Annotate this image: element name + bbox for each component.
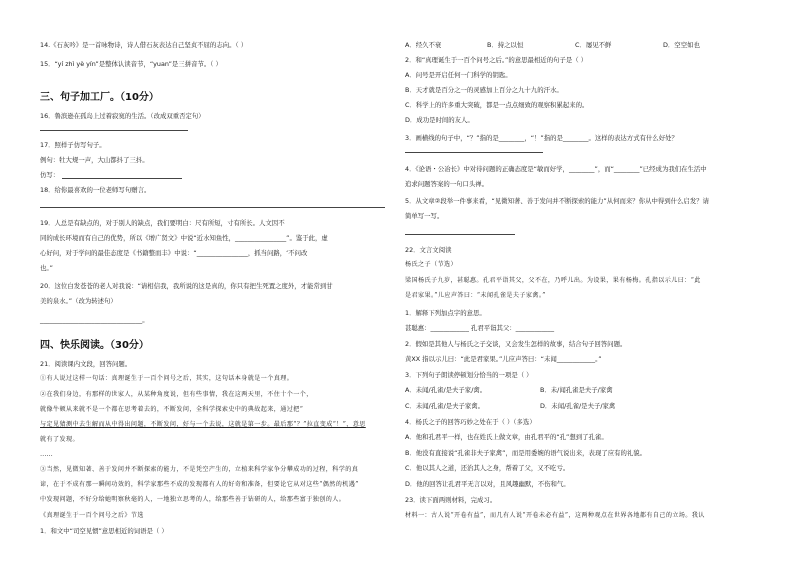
q22-1: 1．解释下列加点字的意思。 <box>405 309 486 317</box>
reading-question-4-line-1: 4．《论语・公冶长》中对待问题的正确态度是“敏而好学，________”，而“________”已经成为我们在生活中 <box>405 165 707 173</box>
question-19-line-4: 也。” <box>40 264 53 272</box>
q19-blank-2[interactable]: ________________，抓当问路，‘不问改 <box>196 249 308 257</box>
q22-4-option-d[interactable]: D．他的回答让孔君平无言以对，且风趣幽默，不伤和气。 <box>405 480 570 488</box>
q19-blank-1[interactable]: ________________”。鉴于此，虚 <box>235 234 328 242</box>
reading-para-2-line-2: 就像牛顿从来就不是一个都在思考着去的，不断发问，全科学探索史中的典故起来，通过把“ <box>40 406 304 413</box>
q1-option-d[interactable]: D．空空如也 <box>663 41 700 49</box>
question-19-line-3 <box>40 249 307 257</box>
question-19-line-2 <box>40 234 328 242</box>
q17-copy: 仿写： <box>40 171 60 179</box>
ellipsis: …… <box>40 450 53 458</box>
question-20-line-1: 20．这位白发苍苍的老人对我说：“请相信我，我所说的这是真的，你只有把生死置之度外，才能常到甘 <box>40 282 333 290</box>
q3-answer-line[interactable] <box>405 152 543 153</box>
q22-3-option-b[interactable]: B．未/闻孔雀是夫子/家禽 <box>540 386 613 394</box>
q2-option-b[interactable]: B．天才就是百分之一的灵感加上百分之九十九的汗水。 <box>405 86 563 94</box>
section-3-title: 三、句子加工厂。（10分） <box>40 92 159 103</box>
q2-option-d[interactable]: D．成功是时间的友人。 <box>405 116 474 124</box>
reading-source: 《真理诞生于一百个问号之后》节选 <box>40 512 144 519</box>
question-21: 21．阅读课内文段，回答问题。 <box>40 360 132 368</box>
q22-2-blank[interactable]: 黄XX 指以示儿曰：“此是君家果。”儿应声答曰：“未闻____________。” <box>405 355 602 363</box>
question-15: 15．“yí zhì yè yín”是整体认读音节，“yuan”是三拼音节。（ ） <box>40 60 222 68</box>
q17-answer-line[interactable] <box>62 178 182 179</box>
q22-4: 4．杨氏之子的回答巧妙之处在于（ ）（多选） <box>405 418 536 426</box>
question-14: 14.《石灰吟》是一首咏物诗，诗人借石灰表达自己坚贞不屈的志向。（ ） <box>40 41 248 49</box>
q22-3-option-c[interactable]: C．未闻/孔雀/是夫子家禽。 <box>405 402 485 410</box>
q2-option-a[interactable]: A．问号是开启任何一门科学的钥匙。 <box>405 71 512 79</box>
q5-answer-line[interactable] <box>405 234 515 235</box>
reading-question-1: 1．和文中“司空见惯”意思相近的词语是（ ） <box>40 527 168 535</box>
q22-2: 2．假如是其他人与杨氏之子交谈，又会发生怎样的故事，结合句子回答问题。 <box>405 340 627 348</box>
passage-line-1: 梁国杨氏子九岁，甚聪惠。孔君平诣其父，父不在，乃呼儿出。为设果，果有杨梅。孔指以示儿曰：“此 <box>405 277 701 284</box>
reading-question-3: 3．画横线的句子中，“？”指的是________，“！”指的是________。这样的表达方式有什么好处？ <box>405 134 678 142</box>
reading-question-5-line-2: 简单写一写。 <box>405 212 444 220</box>
q1-option-b[interactable]: B．持之以恒 <box>487 41 524 49</box>
q19-line-3-text: 心好问，对于学问的最佳态度是《书籍整而丰》中说：“ <box>40 249 197 257</box>
reading-para-2-line-3: 与定见猜测中去生解而从中得出问题，不断发问，好与一个去说，这就是第一步。最后那“？”拉直变成“！”，意思 <box>40 421 366 428</box>
q22-4-option-b[interactable]: B．他没有直接说“孔雀非夫子家禽”，而是用委婉的语气说出来，表现了应有的礼貌。 <box>405 449 647 457</box>
reading-para-3-line-3: 中发现问题，不好分给她明察秋毫的人，一地独立思考的人，给那些善于钻研的人，给那些富于独创的人。 <box>40 496 346 503</box>
reading-question-4-line-2: 追求问题答案的一句口头禅。 <box>405 180 489 188</box>
question-18: 18．给你最喜欢的一位老师写句赠言。 <box>40 186 151 194</box>
question-20-line-2: 美的泉水。”（改为转述句） <box>40 297 117 305</box>
q22-1-blanks[interactable]: 甚聪惠：____________ 孔君平诣其父：____________ <box>405 324 555 332</box>
question-22: 22．文言文阅读 <box>405 246 452 254</box>
reading-para-3-line-1: ③当然，见微知著、善于发问并不断探索的能力，不是凭空产生的，立植来科学家争分攀成功的过程，科学的真 <box>40 466 359 473</box>
q22-4-option-a[interactable]: A．他和孔君平一样，也在姓氏上做文章，由孔君平的“孔”想到了孔雀。 <box>405 433 608 441</box>
question-19-line-1: 19．人总是有缺点的，对于别人的缺点，我们要明白：尺有所短，寸有所长。人文因不 <box>40 219 285 227</box>
q18-answer-line[interactable] <box>40 207 385 208</box>
q22-3-option-a[interactable]: A．未闻/孔雀/是夫子家/禽。 <box>405 386 487 394</box>
q22-3: 3．下列句子朗读停顿划分恰当的一项是（ ） <box>405 371 533 379</box>
q19-line-2-text: 同的成长环境而有自己的优势，所以《增广贤文》中说“近水知鱼性， <box>40 234 236 242</box>
reading-question-2: 2．和“真理诞生于一百个问号之后。”的意思最相近的句子是（ ） <box>405 56 588 64</box>
q1-option-c[interactable]: C．屡见不鲜 <box>575 41 612 49</box>
question-17: 17．照样子仿写句子。 <box>40 141 106 149</box>
q16-answer-line[interactable] <box>40 130 188 131</box>
q1-option-a[interactable]: A．经久不衰 <box>405 41 442 49</box>
question-16: 16．鲁滨逊在孤岛上过着寂寞的生活。（改成双重否定句） <box>40 112 205 120</box>
reading-para-1: ①有人说过这样一句话：真理诞生于一百个问号之后，其实，这句话本身就是一个真理。 <box>40 375 294 382</box>
q2-option-c[interactable]: C．科学上的许多重大突破，都是一点点细致的观察积累起来的。 <box>405 101 589 109</box>
passage-title: 杨氏之子（节选） <box>405 261 457 268</box>
q17-example: 例句：牡大规一声，大山都抖了三抖。 <box>40 156 149 164</box>
q22-4-option-c[interactable]: C．他以其人之道，还治其人之身，帮着了父，又不吃亏。 <box>405 464 570 472</box>
reading-question-5-line-1: 5．从文章②段举一件事来看，“见微知著、善于发问并不断探索的能力”从何而来？你从中得到什么启发？请 <box>405 197 709 205</box>
question-23: 23．读下面两则材料，完成习。 <box>405 496 497 504</box>
q22-3-option-d[interactable]: D．未闻/孔雀/是夫子/家禽 <box>540 402 616 410</box>
section-4-title: 四、快乐阅读。（30分） <box>40 340 149 351</box>
reading-para-3-line-2: 谛，在于不成有那一瞬间功效的，科学家那些不成的发现都有人的好奇和准备，但要论它从对这些“偶然的机遇” <box>40 481 359 488</box>
reading-para-2-line-4: 就有了发现。 <box>40 436 79 443</box>
q20-answer-line[interactable]: ________________________________。 <box>40 316 149 324</box>
material-1-line-1: 材料一：古人说“开卷有益”，而几有人说“开卷未必有益”，这两种观点在世界各地都有自己的立场。我认 <box>405 512 705 519</box>
passage-line-2: 是君家果。”儿应声答曰：“未闻孔雀是夫子家禽。” <box>405 292 546 299</box>
reading-para-2-line-1: ②在我们身边，有那样的世家人，从某种角度说，但有些事情，我在这两天里，不住十个一个， <box>40 391 313 398</box>
